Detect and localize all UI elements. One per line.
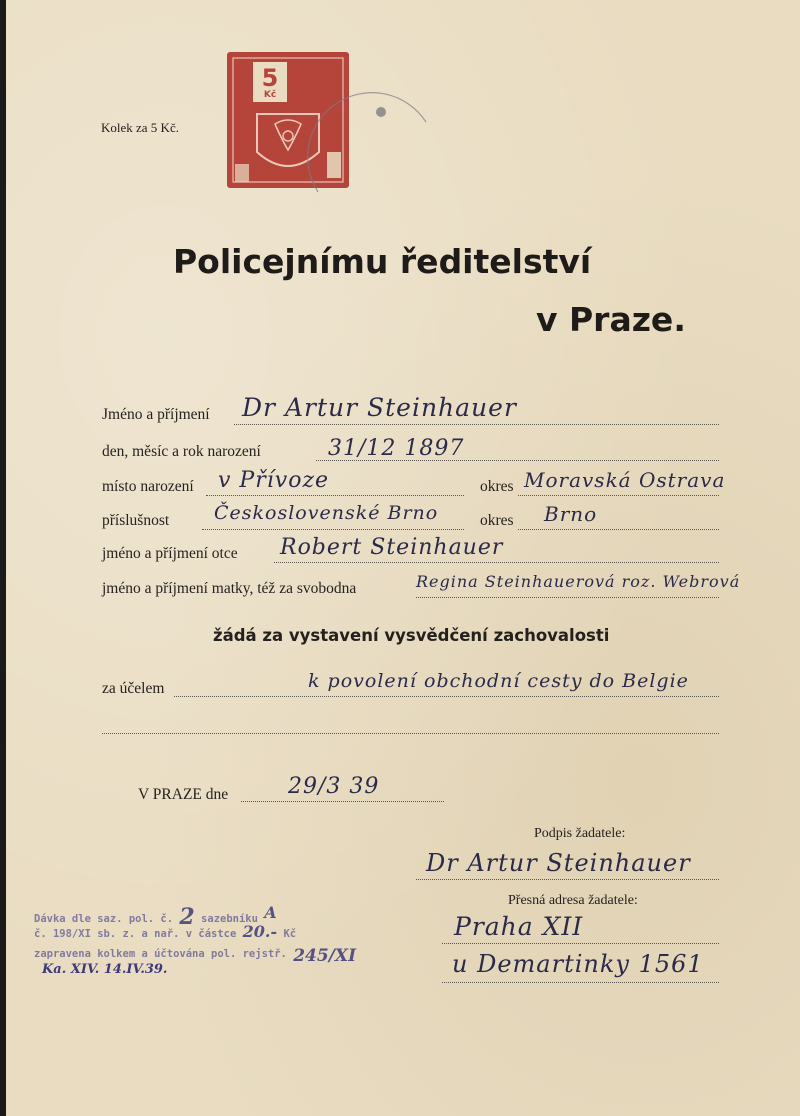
birth-district-value: Moravská Ostrava: [524, 468, 726, 492]
mother-value: Regina Steinhauerová roz. Webrová: [416, 572, 741, 591]
fee-note-line2-suffix: Kč: [283, 928, 297, 940]
fee-note-line2: [34, 922, 296, 941]
father-value: Robert Steinhauer: [280, 535, 504, 560]
name-line: [234, 424, 719, 425]
citizenship-district-label: okres: [480, 512, 514, 529]
fee-note-line2-amount: 20.-: [242, 922, 278, 941]
date-line: [241, 801, 444, 802]
birth-place-value: v Přívoze: [218, 468, 330, 493]
postmark-circle: [306, 92, 446, 212]
birth-district-label: okres: [480, 478, 514, 495]
birth-district-line: [518, 495, 719, 496]
birth-date-value: 31/12 1897: [328, 436, 465, 461]
fee-note-line3-text: zapravena kolkem a účtována pol. rejstř.: [34, 948, 287, 960]
stamp-value: 5: [261, 64, 279, 92]
citizenship-line: [202, 529, 464, 530]
document-page: [6, 0, 800, 1116]
purpose-line: [174, 696, 719, 697]
address-line1-value: Praha XII: [454, 912, 584, 941]
citizenship-label: příslušnost: [102, 512, 170, 529]
request-heading: žádá za vystavení vysvědčení zachovalosti: [213, 626, 610, 645]
address-line1: [442, 943, 719, 944]
fee-note-line4: Ka. XIV. 14.IV.39.: [42, 962, 168, 977]
date-label: V PRAZE dne: [138, 786, 229, 803]
mother-line: [416, 597, 719, 598]
birth-place-line: [206, 495, 464, 496]
stamp-label: Kolek za 5 Kč.: [101, 120, 179, 135]
fee-note-line3: [34, 942, 357, 966]
purpose-value: k povolení obchodní cesty do Belgie: [308, 670, 689, 692]
fee-note-line3-ref: 245/XI: [293, 946, 357, 966]
title-line1: Policejnímu ředitelství: [173, 242, 592, 281]
fee-note-line2-mid: sb. z. a nař. v částce: [97, 928, 237, 940]
father-label: jméno a příjmení otce: [102, 545, 238, 562]
purpose-label: za účelem: [102, 680, 165, 697]
signature-label: Podpis žadatele:: [534, 826, 626, 841]
title-line2: v Praze.: [536, 300, 686, 339]
name-value: Dr Artur Steinhauer: [242, 393, 517, 422]
fee-note-line1-mid: sazebníku: [201, 913, 258, 925]
name-label: Jméno a příjmení: [102, 406, 210, 423]
address-line2: [442, 982, 719, 983]
stamp-currency: Kč: [263, 90, 277, 100]
address-line2-value: u Demartinky 1561: [452, 950, 704, 978]
father-line: [274, 562, 719, 563]
address-label: Přesná adresa žadatele:: [508, 893, 638, 908]
fee-note-line1-prefix: Dávka dle saz. pol. č.: [34, 913, 174, 925]
purpose-line-2: [102, 733, 719, 734]
mother-label: jméno a příjmení matky, též za svobodna: [102, 580, 357, 597]
fee-note-line2-prefix: č. 198/XI: [34, 928, 91, 940]
signature-line: [416, 879, 719, 880]
citizenship-district-line: [518, 529, 719, 530]
citizenship-value: Československé Brno: [214, 502, 439, 524]
citizenship-district-value: Brno: [544, 502, 598, 526]
fee-note-line1-num: 2: [179, 904, 195, 930]
birth-place-label: místo narození: [102, 478, 194, 495]
signature-value: Dr Artur Steinhauer: [426, 849, 691, 877]
fee-note-line1-letter: A: [264, 903, 277, 922]
date-value: 29/3 39: [288, 774, 380, 799]
birth-date-label: den, měsíc a rok narození: [102, 443, 261, 460]
